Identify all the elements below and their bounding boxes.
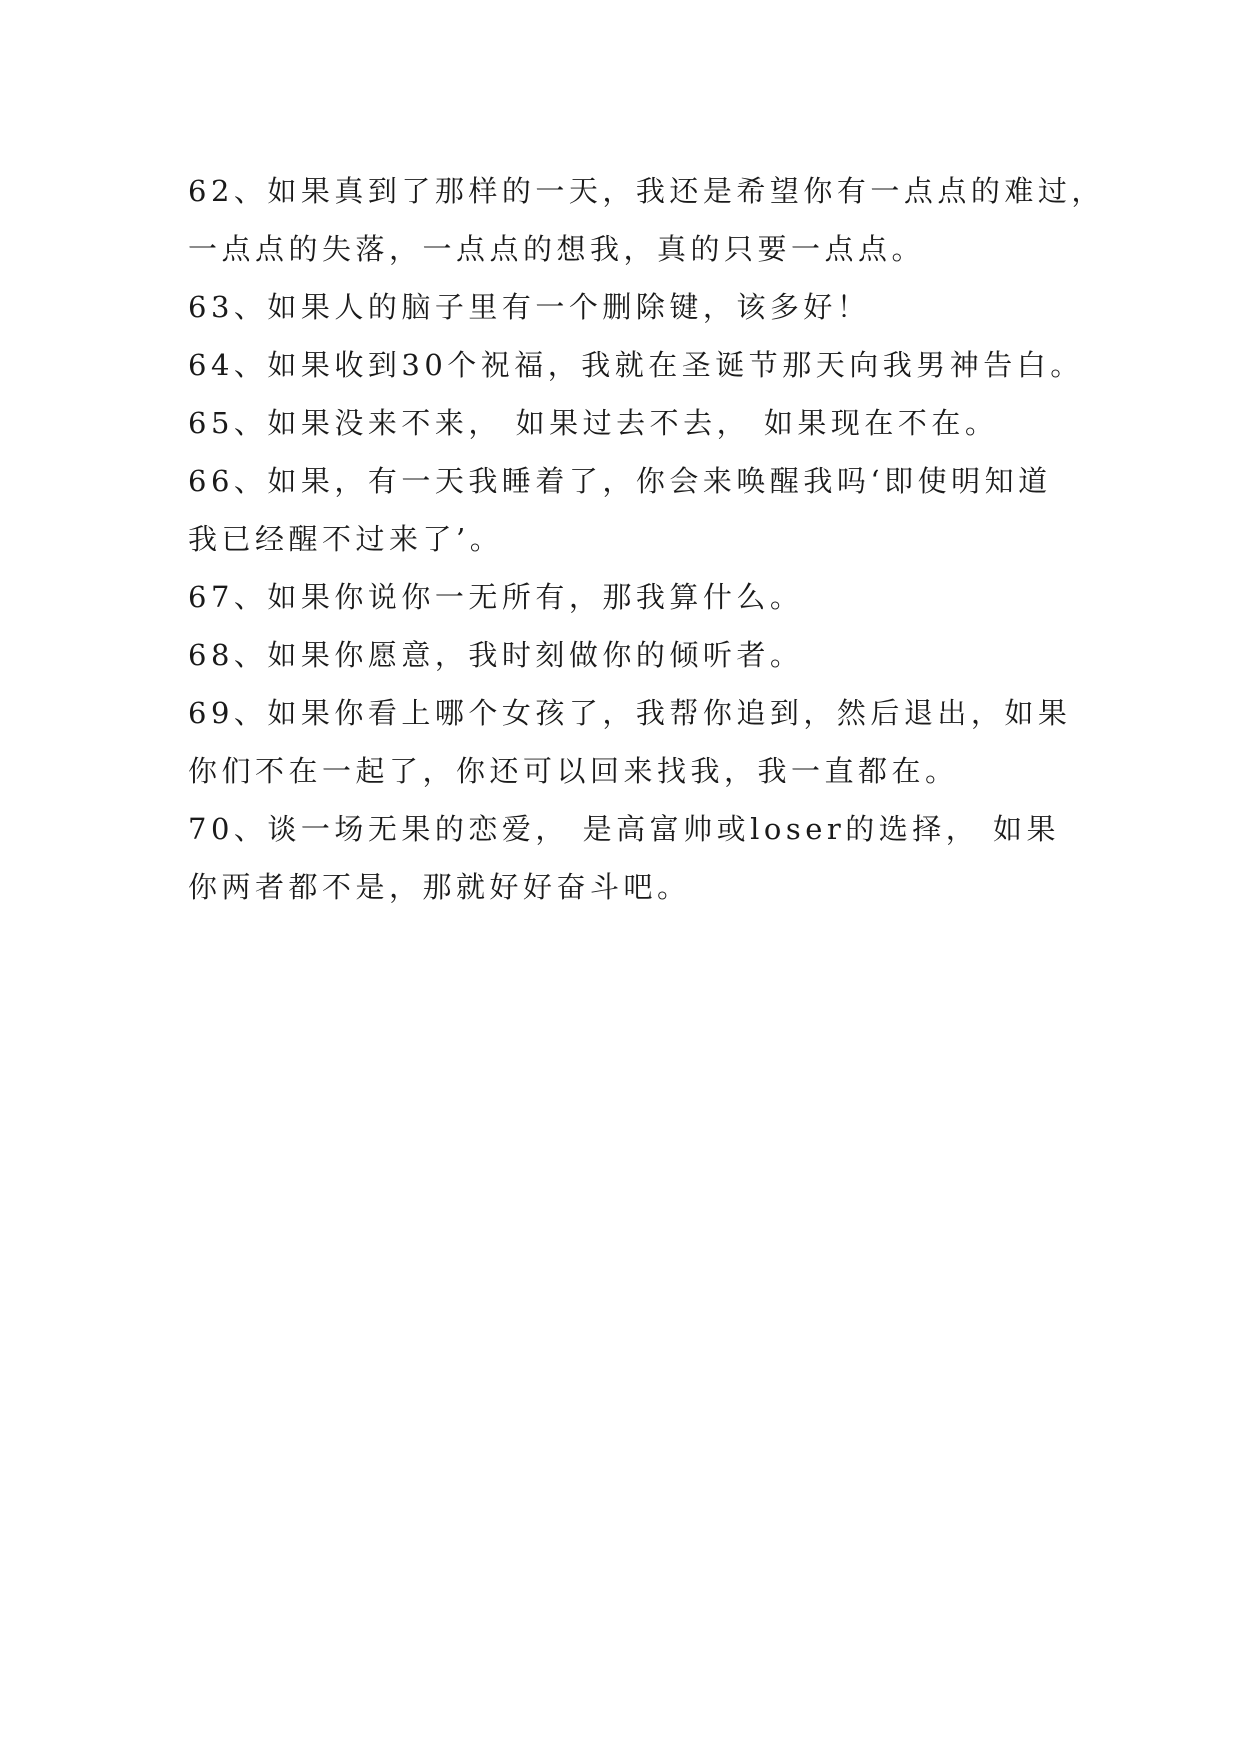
text-line: 你们不在一起了，你还可以回来找我，我一直都在。: [188, 754, 959, 788]
text-line: 69、如果你看上哪个女孩了，我帮你追到，然后退出，如果: [188, 696, 1072, 730]
text-line: 66、如果，有一天我睡着了，你会来唤醒我吗‘即使明知道: [188, 464, 1052, 498]
text-line: 70、谈一场无果的恋爱， 是高富帅或loser的选择， 如果: [188, 812, 1060, 846]
document-body: [188, 162, 1105, 916]
text-line: 64、如果收到30个祝福，我就在圣诞节那天向我男神告白。: [188, 348, 1084, 382]
text-line: 62、如果真到了那样的一天，我还是希望你有一点点的难过，: [188, 174, 1105, 208]
text-line: 67、如果你说你一无所有，那我算什么。: [188, 580, 804, 614]
text-line: 我已经醒不过来了’。: [188, 522, 504, 556]
text-line: 65、如果没来不来， 如果过去不去， 如果现在不在。: [188, 406, 999, 440]
text-line: 68、如果你愿意，我时刻做你的倾听者。: [188, 638, 804, 672]
text-line: 一点点的失落，一点点的想我，真的只要一点点。: [188, 232, 926, 266]
text-line: 63、如果人的脑子里有一个删除键，该多好！: [188, 290, 871, 324]
text-line: 你两者都不是，那就好好奋斗吧。: [188, 870, 691, 904]
